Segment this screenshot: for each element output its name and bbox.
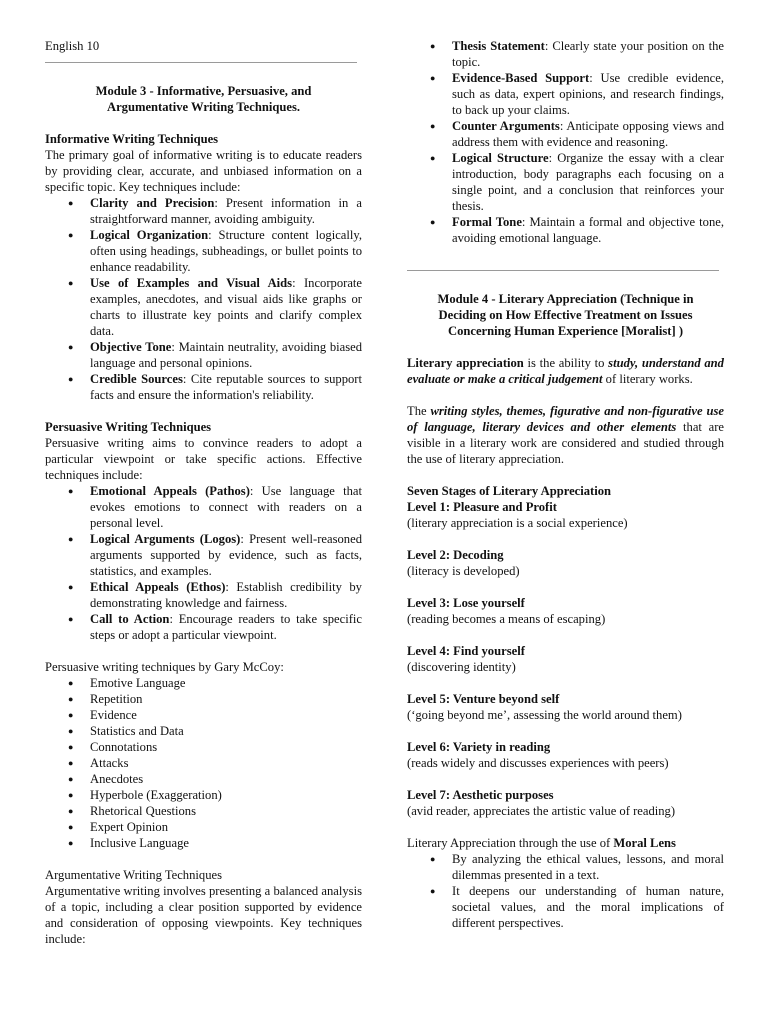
level-block xyxy=(407,739,724,771)
level-block xyxy=(407,547,724,579)
moral-lens-bold: Moral Lens xyxy=(613,836,676,850)
right-column xyxy=(407,38,724,931)
item-text: : Use credible evidence, such as data, expert opinions, and research findings, to back up your claims. xyxy=(452,71,725,117)
level-title: Level 4: Find yourself xyxy=(407,644,525,658)
item-term: Call to Action xyxy=(90,612,170,626)
item-term: Credible Sources xyxy=(90,372,183,386)
informative-heading: Informative Writing Techniques xyxy=(45,132,219,146)
level-description: (avid reader, appreciates the artistic value of reading) xyxy=(407,804,676,818)
list-item xyxy=(452,70,724,118)
level-description: (discovering identity) xyxy=(407,660,516,674)
level-title: Level 2: Decoding xyxy=(407,548,504,562)
module3-title-line1: Module 3 - Informative, Persuasive, and xyxy=(95,84,312,98)
list-item xyxy=(452,150,724,214)
list-item: ● Expert Opinion xyxy=(90,819,362,835)
stages-heading: Seven Stages of Literary Appreciation xyxy=(407,484,612,498)
item-term: Logical Structure xyxy=(452,151,549,165)
level-description: (literary appreciation is a social experience) xyxy=(407,516,628,530)
list-item: ● By analyzing the ethical values, lessons, and moral dilemmas presented in a text. xyxy=(452,851,724,883)
mccoy-list xyxy=(45,675,362,851)
item-text: : Incorporate examples, anecdotes, and visual aids like graphs or charts to illustrate key points and clarify complex data. xyxy=(90,276,362,338)
persuasive-list xyxy=(45,483,362,643)
level-block xyxy=(407,499,724,531)
list-item xyxy=(90,339,362,371)
level-title: Level 1: Pleasure and Profit xyxy=(407,500,557,514)
list-item xyxy=(90,227,362,275)
item-term: Thesis Statement xyxy=(452,39,545,53)
literary-elements-paragraph xyxy=(407,403,724,467)
item-text: : Clearly state your position on the topic. xyxy=(452,39,725,69)
list-item xyxy=(90,483,362,531)
mccoy-heading: Persuasive writing techniques by Gary McCoy: xyxy=(45,660,284,674)
definition-tail: of literary works. xyxy=(602,372,693,386)
level-title: Level 7: Aesthetic purposes xyxy=(407,788,554,802)
item-term: Use of Examples and Visual Aids xyxy=(90,276,293,290)
item-text: : Structure content logically, often using headings, subheadings, or bullet points to enhance readability. xyxy=(90,228,363,274)
argumentative-list xyxy=(407,38,724,246)
definition-mid: is the ability to xyxy=(523,356,609,370)
list-item xyxy=(90,371,362,403)
level-block xyxy=(407,787,724,819)
list-item xyxy=(452,38,724,70)
persuasive-heading: Persuasive Writing Techniques xyxy=(45,420,212,434)
definition-term: Literary appreciation xyxy=(407,356,524,370)
item-term: Logical Organization xyxy=(90,228,209,242)
elements-tail: that are visible in a literary work are considered and studied through the use of literary appreciation. xyxy=(407,420,724,466)
moral-lens-lead: Literary Appreciation through the use of xyxy=(407,836,614,850)
item-term: Ethical Appeals (Ethos) xyxy=(90,580,226,594)
persuasive-intro: Persuasive writing aims to convince readers to adopt a particular viewpoint or take specific actions. Effective techniques include: xyxy=(45,436,362,482)
level-block xyxy=(407,691,724,723)
module4-title-line3: Concerning Human Experience [Moralist] ) xyxy=(447,324,684,338)
list-item: ● Repetition xyxy=(90,691,362,707)
item-text: : Cite reputable sources to support facts and ensure the information's reliability. xyxy=(90,372,362,402)
level-block xyxy=(407,595,724,627)
level-title: Level 3: Lose yourself xyxy=(407,596,525,610)
list-item xyxy=(90,195,362,227)
list-item: ● Connotations xyxy=(90,739,362,755)
list-item: ● It deepens our understanding of human nature, societal values, and the moral implications of different perspectives. xyxy=(452,883,724,931)
elements-lead: The xyxy=(407,404,431,418)
list-item: ● Inclusive Language xyxy=(90,835,362,851)
module3-title-line2: Argumentative Writing Techniques. xyxy=(106,100,300,114)
list-item xyxy=(452,214,724,246)
list-item: ● Hyperbole (Exaggeration) xyxy=(90,787,362,803)
item-term: Counter Arguments xyxy=(452,119,560,133)
item-term: Objective Tone xyxy=(90,340,172,354)
elements-emphasis: writing styles, themes, figurative and non-figurative use of language, literary devices and other elements xyxy=(407,404,724,434)
list-item: ● Evidence xyxy=(90,707,362,723)
list-item xyxy=(90,275,362,339)
level-description: (reads widely and discusses experiences with peers) xyxy=(407,756,669,770)
list-item: ● Anecdotes xyxy=(90,771,362,787)
argumentative-intro: Argumentative writing involves presenting a balanced analysis of a topic, including a clear position supported by evidence and consideration of opposing viewpoints. Key techniques include: xyxy=(45,884,362,946)
level-description: (reading becomes a means of escaping) xyxy=(407,612,606,626)
module4-title-line2: Deciding on How Effective Treatment on Issues xyxy=(438,308,693,322)
item-text: : Maintain neutrality, avoiding biased language and personal opinions. xyxy=(90,340,362,370)
level-title: Level 5: Venture beyond self xyxy=(407,692,560,706)
list-item xyxy=(90,531,362,579)
level-title: Level 6: Variety in reading xyxy=(407,740,551,754)
moral-lens-list xyxy=(407,851,724,931)
left-column xyxy=(45,38,362,947)
module4-title-line1: Module 4 - Literary Appreciation (Technique in xyxy=(437,292,694,306)
course-label: English 10 xyxy=(45,39,100,53)
item-text: : Encourage readers to take specific steps or adopt a particular viewpoint. xyxy=(90,612,362,642)
list-item xyxy=(452,118,724,150)
list-item: ● Attacks xyxy=(90,755,362,771)
moral-lens-heading xyxy=(407,835,724,851)
level-description: (literacy is developed) xyxy=(407,564,520,578)
item-text: : Present information in a straightforward manner, avoiding ambiguity. xyxy=(90,196,362,226)
item-text: : Present well-reasoned arguments supported by evidence, such as facts, statistics, and examples. xyxy=(90,532,362,578)
list-item: ● Rhetorical Questions xyxy=(90,803,362,819)
list-item: ● Statistics and Data xyxy=(90,723,362,739)
informative-intro: The primary goal of informative writing is to educate readers by providing clear, accurate, and unbiased information on a specific topic. Key techniques include: xyxy=(45,148,362,194)
definition-emphasis: study, understand and evaluate or make a critical judgement xyxy=(407,356,724,386)
level-description: (‘going beyond me’, assessing the world around them) xyxy=(407,708,682,722)
item-text: : Use language that evokes emotions to connect with readers on a personal level. xyxy=(90,484,363,530)
item-text: : Maintain a formal and objective tone, avoiding emotional language. xyxy=(452,215,724,245)
item-term: Emotional Appeals (Pathos) xyxy=(90,484,250,498)
argumentative-heading: Argumentative Writing Techniques xyxy=(45,868,222,882)
level-block xyxy=(407,643,724,675)
list-item xyxy=(90,579,362,611)
literary-appreciation-definition xyxy=(407,355,724,387)
item-term: Formal Tone xyxy=(452,215,522,229)
item-term: Evidence-Based Support xyxy=(452,71,590,85)
item-text: : Anticipate opposing views and address them with evidence and reasoning. xyxy=(452,119,724,149)
item-term: Clarity and Precision xyxy=(90,196,215,210)
list-item xyxy=(90,611,362,643)
item-text: : Organize the essay with a clear introduction, body paragraphs each focusing on a single point, and a conclusion that reinforces your thesis. xyxy=(452,151,724,213)
item-text: : Establish credibility by demonstrating knowledge and fairness. xyxy=(90,580,362,610)
item-term: Logical Arguments (Logos) xyxy=(90,532,241,546)
list-item: ● Emotive Language xyxy=(90,675,362,691)
informative-list xyxy=(45,195,362,403)
